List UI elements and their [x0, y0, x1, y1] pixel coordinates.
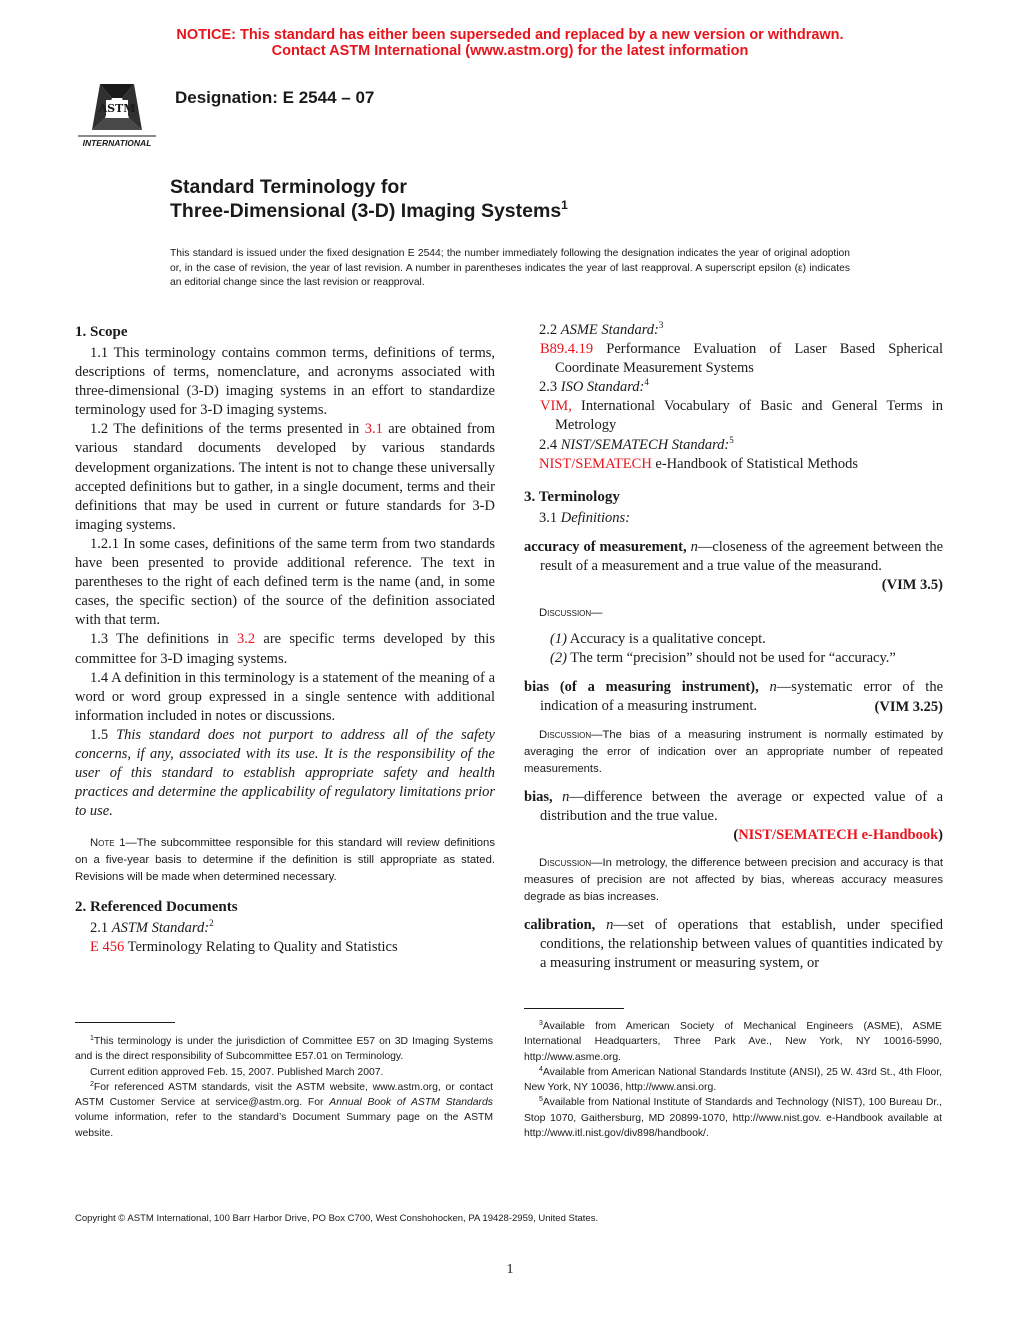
page-title [170, 175, 568, 223]
footnote-2: $^2$For referenced ASTM standards, visit the ASTM website, www.astm.org, or contact ASTM Customer Service at service@astm.org. For Annual Book of ASTM Standards volume information, refer to the standard’s Document Summary page on the ASTM website. [75, 1080, 493, 1139]
ref-2-3: 2.3 ISO Standard:$^4$ [539, 377, 649, 396]
scope-1-1: 1.1 This terminology contains common terms, definitions of terms, descriptions of terms, nomenclature, and acronyms associated with three-dimensional (3-D) imaging systems in an effort to standardize terminology used for 3-D imaging systems. [75, 345, 495, 419]
title-line-1: Standard Terminology for [170, 176, 407, 198]
page-number: 1 [506, 1262, 514, 1277]
ref-e456: E 456 Terminology Relating to Quality and Statistics [90, 939, 398, 956]
bias-discussion: Discussion—In metrology, the difference between precision and accuracy is that measures of precision are not affected by bias, whereas accuracy measures degrade as bias increases. [524, 856, 943, 903]
bias-ref: (NIST/SEMATECH e-Handbook) [733, 826, 943, 843]
footnotes-left [75, 1034, 493, 1141]
link-nist[interactable]: NIST/SEMATECH [539, 455, 652, 472]
term-bias-instrument: bias (of a measuring instrument), n—systematic error of the indication of a measuring instrument. (VIM 3.25) [524, 678, 943, 716]
title-footnote-mark: 1 [561, 198, 568, 212]
term-3-1: 3.1 Definitions: [539, 509, 631, 526]
ref-2-1: 2.1 ASTM Standard:$^2$ [90, 918, 214, 937]
link-e456[interactable]: E 456 [90, 939, 125, 956]
copyright: Copyright © ASTM International, 100 Barr Harbor Drive, PO Box C700, West Conshohocken, PA 19428-2959, United States. [75, 1213, 599, 1224]
ref-2-4: 2.4 NIST/SEMATECH Standard:$^5$ [539, 434, 734, 453]
bias-instrument-discussion: Discussion—The bias of a measuring instrument is normally estimated by averaging the error of indication over an appropriate number of repeated measurements. [524, 728, 943, 775]
notice-line-1: NOTICE: This standard has either been superseded and replaced by a new version or withdrawn. [176, 27, 844, 43]
link-vim[interactable]: VIM, [540, 398, 572, 415]
term-accuracy: accuracy of measurement, n—closeness of the agreement between the result of a measurement and a true value of the measurand. (VIM 3.5) [524, 538, 943, 595]
term-calibration: calibration, n—set of operations that establish, under specified conditions, the relationship between values of quantities indicated by a measuring instrument or measuring system, or [524, 916, 943, 972]
notice-line-2: Contact ASTM International (www.astm.org) for the latest information [271, 43, 749, 59]
link-3-1[interactable]: 3.1 [364, 421, 383, 438]
accuracy-discussion: Discussion— [539, 607, 603, 620]
scope-1-2: 1.2 The definitions of the terms presented in 3.1 are obtained from various standard documents developed by various standards development organizations. The intent is not to change these universally accepted definitions but to gather, in a single document, terms and their definitions that may be used in current or future standards for 3-D imaging systems. [75, 421, 495, 533]
footnote-5: $^5$Available from National Institute of Standards and Technology (NIST), 100 Bureau Dr., Stop 1070, Gaithersburg, MD 20899-1070, http://www.nist.gov. e-Handbook available at http://www.itl.nist.gov/div898/handbook/. [524, 1096, 942, 1140]
ref-vim-3-5: (VIM 3.5) [881, 577, 943, 594]
left-column [75, 323, 495, 958]
note-1: Note 1—The subcommittee responsible for this standard will review definitions on a five-year basis to determine if the definition is still appropriate as stated. Revisions will be made when determined necessary. [75, 837, 495, 884]
logo-text: ASTM [98, 102, 136, 115]
logo-subtext: INTERNATIONAL [82, 138, 152, 148]
ref-b89: B89.4.19 Performance Evaluation of Laser Based Spherical Coordinate Measurement Systems [540, 341, 943, 377]
footnote-1b: Current edition approved Feb. 15, 2007. Published March 2007. [90, 1066, 384, 1078]
astm-logo-icon [72, 78, 162, 150]
link-b89[interactable]: B89.4.19 [540, 341, 594, 358]
designation: Designation: E 2544 – 07 [175, 88, 375, 107]
ref-vim-3-25: (VIM 3.25) [874, 698, 943, 715]
scope-heading: 1. Scope [75, 324, 128, 340]
term-bias: bias, n—difference between the average or expected value of a distribution and the true value. [524, 788, 944, 824]
footnote-3: $^3$Available from American Society of Mechanical Engineers (ASME), ASME International Headquarters, Three Park Ave., New York, NY 10016-5990, http://www.asme.org. [524, 1020, 942, 1063]
accuracy-item-2: (2) The term “precision” should not be used for “accuracy.” [550, 650, 896, 667]
terminology-heading: 3. Terminology [524, 488, 620, 505]
title-line-2: Three-Dimensional (3-D) Imaging Systems$^1$ [170, 198, 568, 222]
link-3-2[interactable]: 3.2 [236, 631, 256, 648]
scope-1-5: 1.5 This standard does not purport to address all of the safety concerns, if any, associated with its use. It is the responsibility of the user of this standard to establish appropriate safety and health practices and determine the applicability of regulatory limitations prior to use. [75, 726, 495, 820]
withdrawn-notice [0, 27, 1020, 59]
scope-1-3: 1.3 The definitions in 3.2 are specific terms developed by this committee for 3-D imaging systems. [75, 631, 495, 667]
footnotes-right [524, 1019, 942, 1141]
scope-1-4: 1.4 A definition in this terminology is a statement of the meaning of a word or word group expressed in a single sentence with additional information included in notes or discussions. [75, 669, 495, 724]
right-column [524, 321, 943, 973]
footnote-rule-left [75, 1022, 175, 1023]
footnote-1: $^1$This terminology is under the jurisdiction of Committee E57 on 3D Imaging Systems and is the direct responsibility of Subcommittee E57.01 on Terminology. [75, 1035, 493, 1063]
ref-vim: VIM, International Vocabulary of Basic and General Terms in Metrology [540, 398, 943, 434]
link-nist-handbook[interactable]: NIST/SEMATECH e-Handbook [738, 826, 939, 843]
accuracy-item-1: (1) Accuracy is a qualitative concept. [550, 631, 766, 648]
footnote-4: $^4$Available from American National Standards Institute (ANSI), 25 W. 43rd St., 4th Floor, New York, NY 10036, http://www.ansi.org. [524, 1065, 942, 1094]
issue-statement: This standard is issued under the fixed designation E 2544; the number immediately following the designation indicates the year of original adoption or, in the case of revision, the year of last revision. A number in parentheses indicates the year of last reapproval. A superscript epsilon (ε) indicates an editorial change since the last revision or reapproval. [170, 248, 850, 288]
scope-1-2-1: 1.2.1 In some cases, definitions of the same term from two standards have been presented to provide additional reference. The text in parentheses to the right of each defined term is the name (and, in some cases, the specific section) of the source of the definition associated with that term. [75, 535, 495, 629]
referenced-heading: 2. Referenced Documents [75, 899, 238, 916]
footnote-rule-right [524, 1008, 624, 1009]
ref-2-2: 2.2 ASME Standard:$^3$ [539, 320, 664, 338]
ref-nist: NIST/SEMATECH e-Handbook of Statistical Methods [539, 455, 858, 472]
